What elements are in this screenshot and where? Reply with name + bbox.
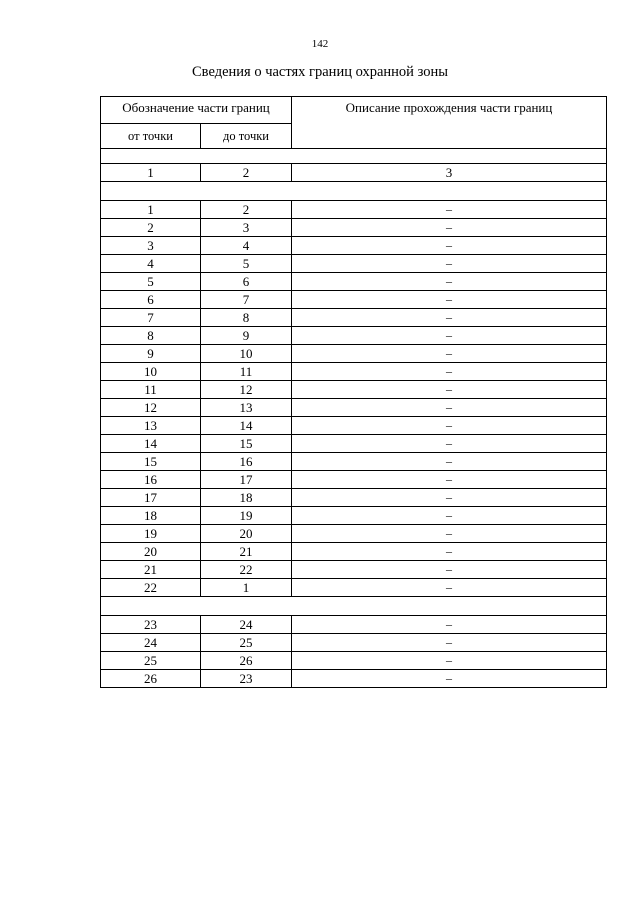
from-point-cell: 8 — [101, 327, 201, 345]
description-cell: – — [292, 634, 607, 652]
table-row — [101, 309, 607, 327]
from-point-cell: 13 — [101, 417, 201, 435]
to-point-cell: 24 — [201, 616, 292, 634]
table-row — [101, 291, 607, 309]
description-cell: – — [292, 489, 607, 507]
description-cell: – — [292, 327, 607, 345]
description-cell: – — [292, 345, 607, 363]
column-number-row — [101, 164, 607, 182]
header-to-point: до точки — [201, 124, 292, 149]
description-cell: – — [292, 507, 607, 525]
to-point-cell: 23 — [201, 670, 292, 688]
from-point-cell: 24 — [101, 634, 201, 652]
table-row — [101, 327, 607, 345]
description-cell: – — [292, 381, 607, 399]
to-point-cell: 22 — [201, 561, 292, 579]
table-row — [101, 543, 607, 561]
table-row — [101, 399, 607, 417]
header-from-point: от точки — [101, 124, 201, 149]
from-point-cell: 3 — [101, 237, 201, 255]
from-point-cell: 10 — [101, 363, 201, 381]
to-point-cell: 6 — [201, 273, 292, 291]
table-row — [101, 507, 607, 525]
description-cell: – — [292, 525, 607, 543]
description-cell: – — [292, 453, 607, 471]
description-cell: – — [292, 435, 607, 453]
description-cell: – — [292, 579, 607, 597]
description-cell: – — [292, 291, 607, 309]
table-row — [101, 273, 607, 291]
table-row — [101, 237, 607, 255]
table-row — [101, 670, 607, 688]
to-point-cell: 3 — [201, 219, 292, 237]
page-title: Сведения о частях границ охранной зоны — [192, 64, 448, 80]
from-point-cell: 19 — [101, 525, 201, 543]
table-row — [101, 652, 607, 670]
from-point-cell: 21 — [101, 561, 201, 579]
to-point-cell: 5 — [201, 255, 292, 273]
column-number: 1 — [101, 164, 201, 182]
header-spacer — [101, 149, 607, 164]
table-row — [101, 417, 607, 435]
table-row — [101, 525, 607, 543]
description-cell: – — [292, 543, 607, 561]
table-row — [101, 345, 607, 363]
to-point-cell: 25 — [201, 634, 292, 652]
from-point-cell: 6 — [101, 291, 201, 309]
to-point-cell: 18 — [201, 489, 292, 507]
from-point-cell: 16 — [101, 471, 201, 489]
from-point-cell: 12 — [101, 399, 201, 417]
table-row — [101, 561, 607, 579]
header-description: Описание прохождения части границ — [292, 97, 607, 149]
from-point-cell: 26 — [101, 670, 201, 688]
from-point-cell: 25 — [101, 652, 201, 670]
table-row — [101, 453, 607, 471]
from-point-cell: 15 — [101, 453, 201, 471]
table-row — [101, 489, 607, 507]
to-point-cell: 2 — [201, 201, 292, 219]
description-cell: – — [292, 237, 607, 255]
to-point-cell: 15 — [201, 435, 292, 453]
description-cell: – — [292, 201, 607, 219]
description-cell: – — [292, 363, 607, 381]
to-point-cell: 1 — [201, 579, 292, 597]
from-point-cell: 2 — [101, 219, 201, 237]
to-point-cell: 9 — [201, 327, 292, 345]
from-point-cell: 22 — [101, 579, 201, 597]
to-point-cell: 14 — [201, 417, 292, 435]
description-cell: – — [292, 417, 607, 435]
to-point-cell: 12 — [201, 381, 292, 399]
description-cell: – — [292, 652, 607, 670]
from-point-cell: 18 — [101, 507, 201, 525]
description-cell: – — [292, 399, 607, 417]
from-point-cell: 23 — [101, 616, 201, 634]
to-point-cell: 21 — [201, 543, 292, 561]
table-row — [101, 435, 607, 453]
table-row — [101, 201, 607, 219]
to-point-cell: 19 — [201, 507, 292, 525]
table-row — [101, 381, 607, 399]
to-point-cell: 20 — [201, 525, 292, 543]
table-row — [101, 471, 607, 489]
to-point-cell: 16 — [201, 453, 292, 471]
description-cell: – — [292, 670, 607, 688]
boundary-table — [100, 96, 607, 688]
from-point-cell: 17 — [101, 489, 201, 507]
description-cell: – — [292, 219, 607, 237]
table-row — [101, 579, 607, 597]
table-row — [101, 634, 607, 652]
to-point-cell: 7 — [201, 291, 292, 309]
to-point-cell: 10 — [201, 345, 292, 363]
column-number: 2 — [201, 164, 292, 182]
description-cell: – — [292, 255, 607, 273]
column-number: 3 — [292, 164, 607, 182]
table-row — [101, 363, 607, 381]
section-gap — [101, 597, 607, 616]
description-cell: – — [292, 273, 607, 291]
description-cell: – — [292, 309, 607, 327]
to-point-cell: 17 — [201, 471, 292, 489]
from-point-cell: 9 — [101, 345, 201, 363]
from-point-cell: 5 — [101, 273, 201, 291]
from-point-cell: 20 — [101, 543, 201, 561]
from-point-cell: 7 — [101, 309, 201, 327]
header-boundary-designation: Обозначение части границ — [101, 97, 292, 124]
description-cell: – — [292, 561, 607, 579]
table-row — [101, 255, 607, 273]
from-point-cell: 1 — [101, 201, 201, 219]
from-point-cell: 4 — [101, 255, 201, 273]
description-cell: – — [292, 471, 607, 489]
from-point-cell: 14 — [101, 435, 201, 453]
page-number: 142 — [311, 38, 329, 50]
to-point-cell: 8 — [201, 309, 292, 327]
to-point-cell: 13 — [201, 399, 292, 417]
table-row — [101, 219, 607, 237]
table-row — [101, 616, 607, 634]
to-point-cell: 11 — [201, 363, 292, 381]
to-point-cell: 26 — [201, 652, 292, 670]
section-gap — [101, 182, 607, 201]
to-point-cell: 4 — [201, 237, 292, 255]
from-point-cell: 11 — [101, 381, 201, 399]
description-cell: – — [292, 616, 607, 634]
